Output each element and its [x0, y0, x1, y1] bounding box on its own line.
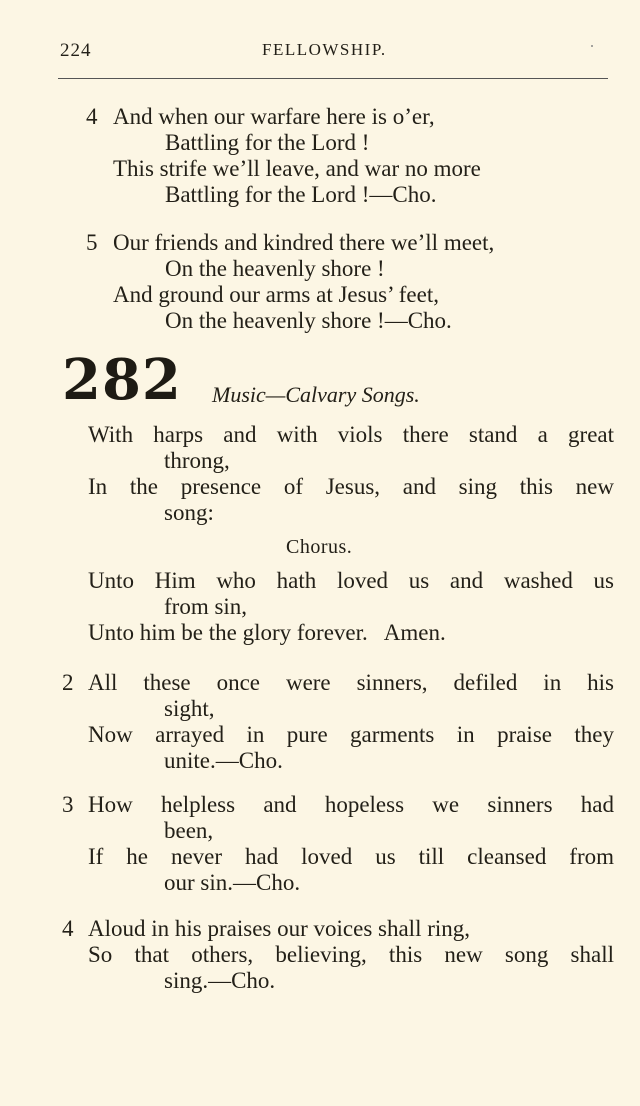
- verse-line: Our friends and kindred there we’ll meet,: [113, 230, 495, 255]
- verse-line: Battling for the Lord !: [165, 130, 370, 155]
- header-rule: [58, 78, 608, 79]
- music-attribution: Music—Calvary Songs.: [212, 382, 420, 407]
- page-number: 224: [60, 40, 92, 61]
- verse-line: And ground our arms at Jesus’ feet,: [113, 282, 439, 307]
- stanza-number: 4: [86, 104, 98, 129]
- verse-line: been,: [164, 818, 214, 843]
- verse-line: If he never had loved us till cleansed from: [88, 844, 614, 869]
- running-title: FELLOWSHIP.: [262, 40, 387, 59]
- verse-line: How helpless and hopeless we sinners had: [88, 792, 614, 817]
- hymn-number: 282: [62, 347, 182, 413]
- verse-line: With harps and with viols there stand a great: [88, 422, 614, 447]
- verse-line: On the heavenly shore !: [165, 256, 385, 281]
- stanza-number: 3: [62, 792, 74, 817]
- stanza-number: 4: [62, 916, 74, 941]
- verse-line: sight,: [164, 696, 215, 721]
- verse-line: And when our warfare here is o’er,: [113, 104, 435, 129]
- verse-line: On the heavenly shore !—Cho.: [165, 308, 452, 333]
- stanza-number: 5: [86, 230, 98, 255]
- verse-line: All these once were sinners, defiled in his: [88, 670, 614, 695]
- page-header: [0, 0, 640, 80]
- verse-line: In the presence of Jesus, and sing this new: [88, 474, 614, 499]
- chorus-line: Unto Him who hath loved us and washed us: [88, 568, 614, 593]
- verse-line: unite.—Cho.: [164, 748, 283, 773]
- stanza-number: 2: [62, 670, 74, 695]
- verse-line: throng,: [164, 448, 230, 473]
- chorus-label: Chorus.: [286, 536, 353, 558]
- verse-line: song:: [164, 500, 214, 525]
- verse-line: our sin.—Cho.: [164, 870, 301, 895]
- print-speck: [591, 45, 593, 47]
- verse-line: Now arrayed in pure garments in praise they: [88, 722, 614, 747]
- verse-line: Aloud in his praises our voices shall ring,: [88, 916, 471, 941]
- verse-line: sing.—Cho.: [164, 968, 276, 993]
- chorus-line: Unto him be the glory forever. Amen.: [88, 620, 446, 645]
- chorus-line: from sin,: [164, 594, 248, 619]
- verse-line: This strife we’ll leave, and war no more: [113, 156, 481, 181]
- verse-line: Battling for the Lord !—Cho.: [165, 182, 437, 207]
- verse-line: So that others, believing, this new song shall: [88, 942, 614, 967]
